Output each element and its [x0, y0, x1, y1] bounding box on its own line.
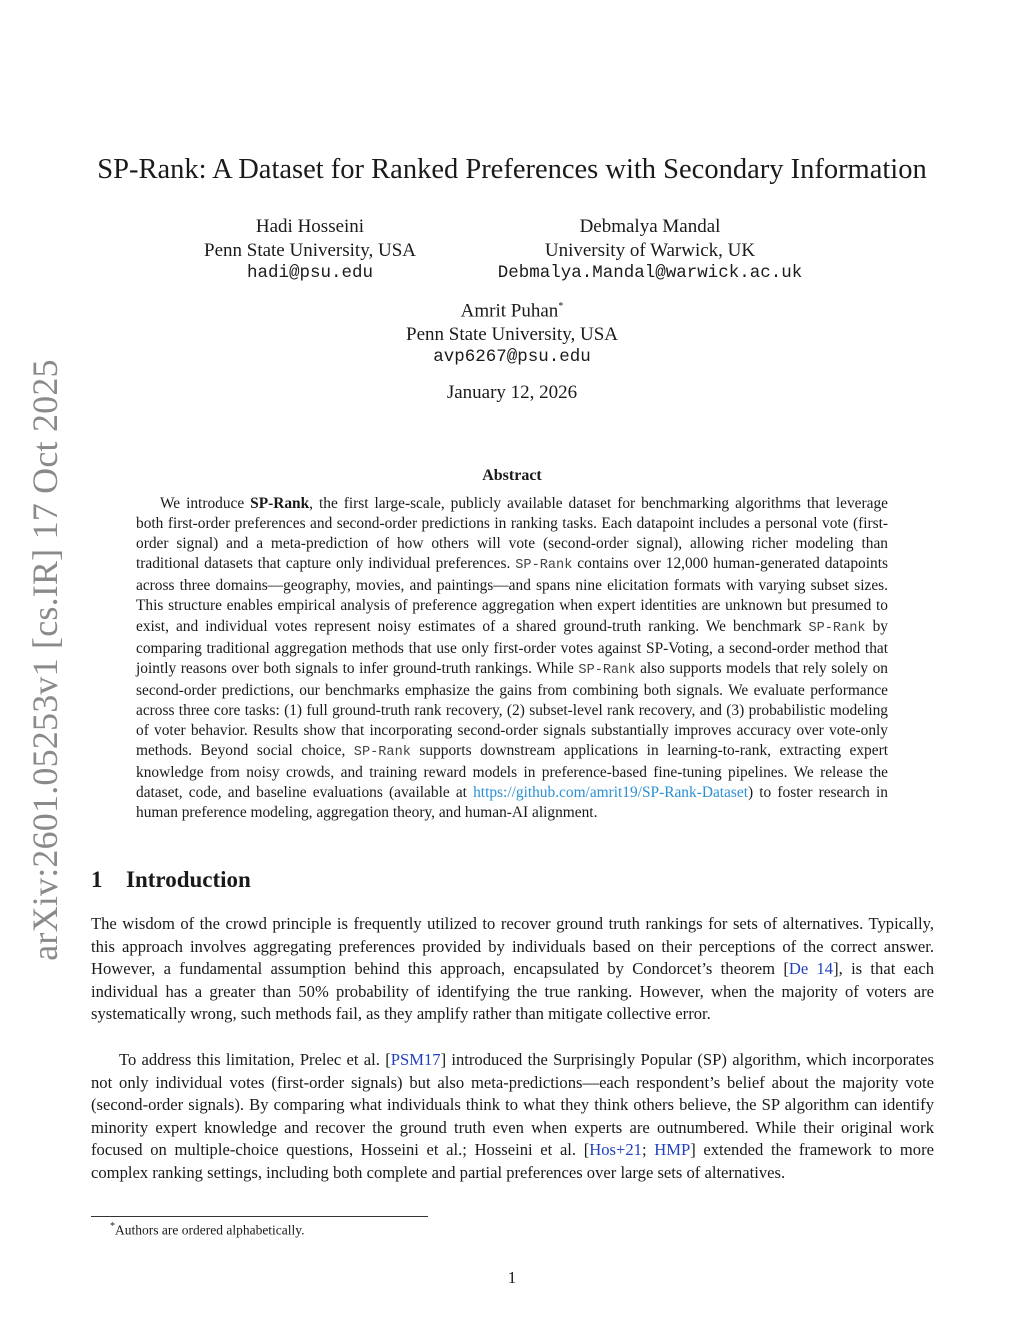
dataset-code-name: SP-Rank: [353, 745, 411, 761]
citation-link[interactable]: De 14: [788, 959, 834, 979]
section-heading-introduction: [91, 867, 251, 893]
citation-link[interactable]: HMP: [654, 1140, 691, 1160]
footnote-divider: [91, 1216, 428, 1217]
author-block-hosseini: [170, 215, 450, 286]
author-affiliation: University of Warwick, UK: [544, 239, 756, 261]
author-email[interactable]: avp6267@psu.edu: [433, 347, 591, 368]
footnote-marker: *: [110, 1221, 115, 1232]
footnote: [110, 1221, 305, 1239]
author-name: Amrit Puhan: [460, 300, 559, 322]
footnote-marker[interactable]: *: [558, 301, 564, 312]
author-name: Debmalya Mandal: [579, 216, 721, 237]
author-name: Hadi Hosseini: [255, 216, 365, 237]
author-affiliation: Penn State University, USA: [406, 323, 618, 345]
author-block-mandal: [450, 215, 850, 286]
dataset-code-name: SP-Rank: [808, 620, 866, 636]
intro-paragraph-1: The wisdom of the crowd principle is frequently utilized to recover ground truth rankings for sets of alternatives. Typically, this approach involves aggregating preferences provided by individuals based on their perceptions of the correct answer. However, a fundamental assumption behind this approach, encapsulated by Condorcet’s theorem [De 14], is that each individual has a greater than 50% probability of identifying the true ranking. However, when the majority of voters are systematically wrong, such methods fail, as they amplify rather than mitigate collective error.: [91, 914, 934, 1024]
author-email[interactable]: hadi@psu.edu: [246, 263, 374, 283]
section-title: Introduction: [126, 867, 251, 892]
arxiv-identifier: arXiv:2601.05253v1 [cs.IR] 17 Oct 2025: [25, 359, 65, 961]
dataset-code-name: SP-Rank: [515, 558, 573, 574]
author-email[interactable]: Debmalya.Mandal@warwick.ac.uk: [497, 263, 803, 283]
publication-date: January 12, 2026: [446, 382, 578, 403]
page-number: 1: [507, 1268, 517, 1287]
author-block-puhan: [362, 295, 662, 370]
intro-paragraph-2: To address this limitation, Prelec et al. [PSM17] introduced the Surprisingly Popular (SP) algorithm, which incorporates not only individual votes (first-order signals) but also meta-predictions—each respondent’s belief about the majority vote (second-order signals). By comparing what individuals think to what they think others believe, the SP algorithm can identify minority expert knowledge and recover the ground truth even when experts are outnumbered. While their original work focused on multiple-choice questions, Hosseini et al.; Hosseini et al. [Hos+21; HMP] extended the framework to more complex ranking settings, including both complete and partial preferences over large sets of alternatives.: [91, 1050, 934, 1182]
dataset-code-name: SP-Rank: [578, 662, 636, 678]
dataset-name: SP-Rank: [250, 495, 310, 512]
dataset-url-link[interactable]: https://github.com/amrit19/SP-Rank-Dataset: [473, 784, 748, 802]
footnote-text: Authors are ordered alphabetically.: [115, 1222, 305, 1238]
author-affiliation: Penn State University, USA: [204, 239, 416, 261]
abstract-text: We introduce SP-Rank, the first large-scale, publicly available dataset for benchmarking algorithms that leverage both first-order preferences and second-order predictions in ranking tasks. Each datapoint includes a personal vote (first-order signal) and a meta-prediction of how others will vote (second-order signal), allowing richer modeling than traditional datasets that capture only individual preferences. SP-Rank contains over 12,000 human-generated datapoints across three domains—geography, movies, and paintings—and spans nine elicitation formats with varying subset sizes. This structure enables empirical analysis of preference aggregation when expert identities are unknown but presumed to exist, and individual votes represent noisy estimates of a shared ground-truth ranking. We benchmark SP-Rank by comparing traditional aggregation methods that use only first-order votes against SP-Voting, a second-order method that jointly reasons over both signals to infer ground-truth rankings. While SP-Rank also supports models that rely solely on second-order predictions, our benchmarks emphasize the gains from combining both signals. We evaluate performance across three core tasks: (1) full ground-truth rank recovery, (2) subset-level rank recovery, and (3) probabilistic modeling of voter behavior. Results show that incorporating second-order signals substantially improves accuracy over vote-only methods. Beyond social choice, SP-Rank supports downstream applications in learning-to-rank, extracting expert knowledge from noisy crowds, and training reward models in preference-based fine-tuning pipelines. We release the dataset, code, and baseline evaluations (available at https://github.com/amrit19/SP-Rank-Dataset) to foster research in human preference modeling, aggregation theory, and human-AI alignment.: [136, 495, 889, 822]
section-number: 1: [91, 867, 103, 892]
citation-link[interactable]: PSM17: [390, 1050, 441, 1069]
citation-link[interactable]: Hos+21: [589, 1140, 642, 1160]
abstract-heading: Abstract: [482, 467, 542, 484]
paper-title: SP-Rank: A Dataset for Ranked Preferences with Secondary Information: [97, 154, 927, 185]
